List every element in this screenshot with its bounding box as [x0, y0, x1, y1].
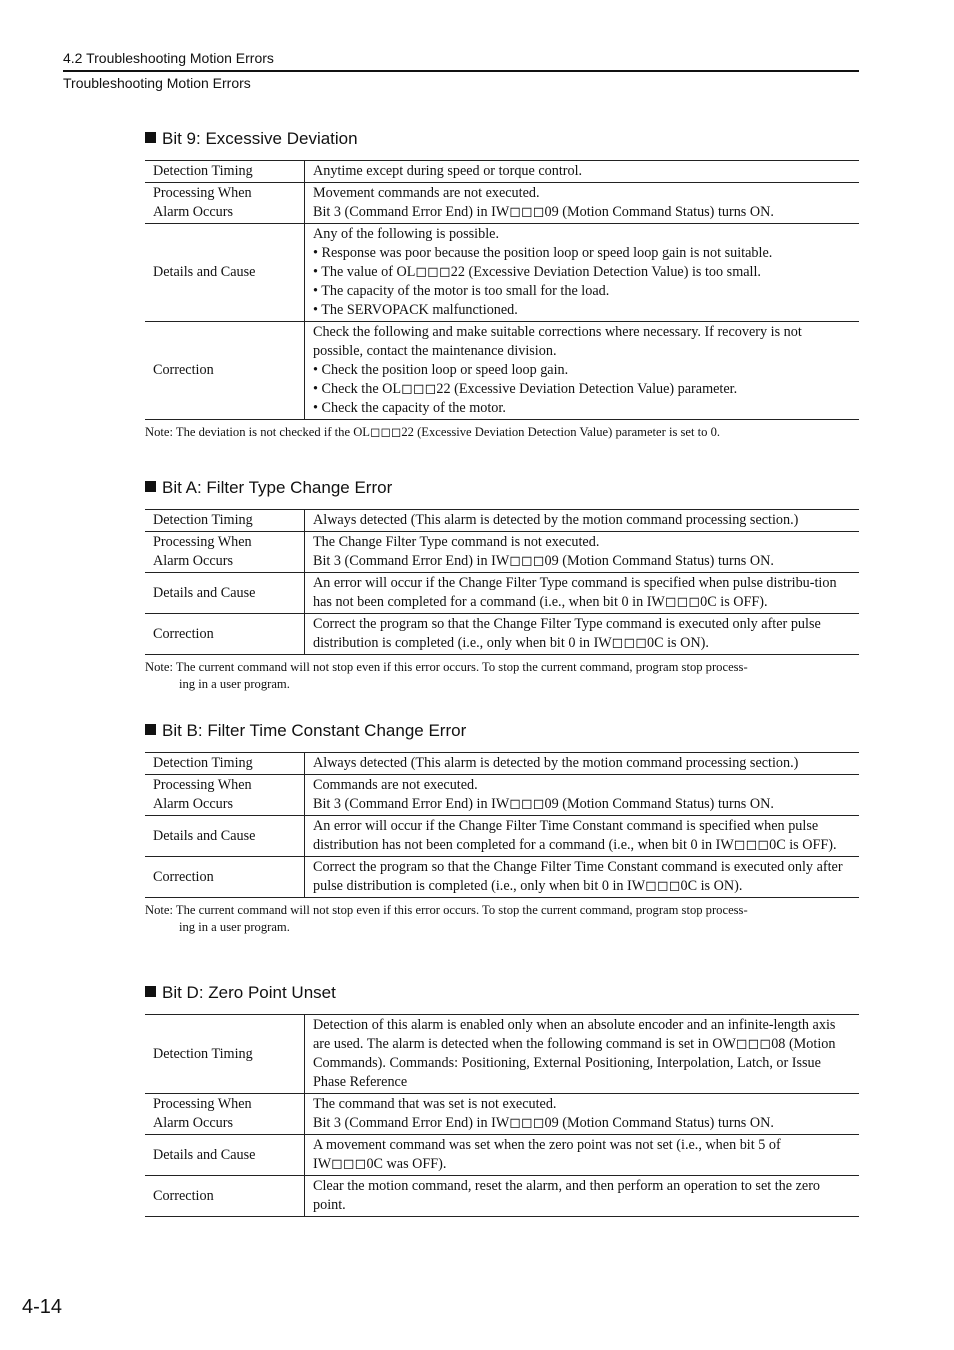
- table-row: [145, 1135, 859, 1176]
- row-label: [145, 816, 305, 857]
- row-content-line: • Check the capacity of the motor.: [313, 400, 506, 416]
- row-content: [305, 532, 860, 573]
- section-note: Note: The current command will not stop even if this error occurs. To stop the current command, program stop process- ing in a user program.: [145, 660, 748, 691]
- table-row: [145, 1176, 859, 1217]
- row-content-line: • The capacity of the motor is too small for the load.: [313, 283, 610, 299]
- table-row: [145, 614, 859, 655]
- running-header-section: 4.2 Troubleshooting Motion Errors: [63, 50, 274, 66]
- row-content-line: A movement command was set when the zero point was not set (i.e., when bit 5 of IW◻◻◻0C was OFF).: [313, 1137, 781, 1172]
- row-content-line: Correct the program so that the Change Filter Time Constant command is executed only after pulse distribution is completed (i.e., only when bit 0 in IW◻◻◻0C is ON).: [313, 859, 843, 894]
- row-label-line: Details and Cause: [153, 264, 256, 280]
- row-label-line: Alarm Occurs: [153, 553, 233, 569]
- row-content-line: The command that was set is not executed.: [313, 1096, 557, 1112]
- row-content-line: Movement commands are not executed.: [313, 185, 540, 201]
- alarm-section: [145, 128, 859, 441]
- row-content-line: Detection of this alarm is enabled only when an absolute encoder and an infinite-length axis are used. The alarm is detected when the following command is set in OW◻◻◻08 (Motion Commands). Commands: Positioning, External Positioning, Interpolation, Latch, or Issue Phase Reference: [313, 1017, 836, 1090]
- row-content-line: • The value of OL◻◻◻22 (Excessive Deviation Detection Value) is too small.: [313, 264, 761, 280]
- row-content-line: • The SERVOPACK malfunctioned.: [313, 302, 518, 318]
- row-content-line: • Check the position loop or speed loop gain.: [313, 362, 569, 378]
- alarm-info-table: [145, 1014, 859, 1217]
- row-label: [145, 161, 305, 183]
- row-label: [145, 1135, 305, 1176]
- row-label: [145, 510, 305, 532]
- row-label-line: Detection Timing: [153, 1045, 253, 1062]
- alarm-info-table: [145, 160, 859, 420]
- table-row: [145, 510, 859, 532]
- square-bullet-icon: [145, 724, 156, 735]
- row-content: [305, 510, 860, 532]
- section-title-text: Bit 9: Excessive Deviation: [162, 129, 358, 148]
- alarm-section: [145, 720, 859, 936]
- row-content-line: • Check the OL◻◻◻22 (Excessive Deviation Detection Value) parameter.: [313, 381, 738, 397]
- row-content-line: Any of the following is possible.: [313, 226, 500, 242]
- row-label: [145, 224, 305, 322]
- row-label-line: Details and Cause: [153, 827, 256, 844]
- row-content-line: Check the following and make suitable corrections where necessary. If recovery is not possible, contact the maintenance division.: [313, 324, 802, 359]
- table-row: [145, 224, 859, 322]
- row-content-line: Bit 3 (Command Error End) in IW◻◻◻09 (Motion Command Status) turns ON.: [313, 796, 774, 812]
- row-content: [305, 224, 860, 322]
- row-content: [305, 614, 860, 655]
- section-title: [145, 477, 859, 499]
- table-row: [145, 183, 859, 224]
- square-bullet-icon: [145, 986, 156, 997]
- row-label: [145, 573, 305, 614]
- section-note: Note: The current command will not stop even if this error occurs. To stop the current command, program stop process- ing in a user program.: [145, 903, 748, 934]
- row-label: [145, 532, 305, 573]
- row-content-line: Commands are not executed.: [313, 777, 478, 793]
- page-number: 4-14: [22, 1296, 63, 1318]
- row-content: [305, 1176, 860, 1217]
- row-content: [305, 1094, 860, 1135]
- table-row: [145, 1015, 859, 1094]
- alarm-info-table: [145, 752, 859, 898]
- row-content: [305, 1015, 860, 1094]
- table-row: [145, 753, 859, 775]
- row-label: [145, 775, 305, 816]
- row-content: [305, 816, 860, 857]
- row-content: [305, 775, 860, 816]
- running-header-subtitle: Troubleshooting Motion Errors: [63, 75, 251, 91]
- row-content-line: • Response was poor because the position loop or speed loop gain is not suitable.: [313, 245, 773, 261]
- alarm-section: [145, 477, 859, 693]
- table-row: [145, 816, 859, 857]
- section-title-text: Bit D: Zero Point Unset: [162, 983, 336, 1002]
- table-row: [145, 1094, 859, 1135]
- row-content: [305, 183, 860, 224]
- row-label-line: Alarm Occurs: [153, 796, 233, 812]
- row-content: [305, 573, 860, 614]
- row-label-line: Processing When: [153, 1096, 252, 1112]
- row-content-line: Always detected (This alarm is detected by the motion command processing section.): [313, 512, 799, 528]
- row-content: [305, 322, 860, 420]
- row-label-line: Correction: [153, 362, 214, 378]
- alarm-section: [145, 982, 859, 1217]
- row-content-line: Bit 3 (Command Error End) in IW◻◻◻09 (Motion Command Status) turns ON.: [313, 1115, 774, 1131]
- row-label-line: Processing When: [153, 185, 252, 201]
- row-label: [145, 1176, 305, 1217]
- section-title: [145, 982, 859, 1004]
- row-label-line: Processing When: [153, 777, 252, 793]
- row-label: [145, 614, 305, 655]
- header-rule: [63, 70, 859, 72]
- table-row: [145, 161, 859, 183]
- section-title-text: Bit B: Filter Time Constant Change Error: [162, 721, 467, 740]
- row-label: [145, 1094, 305, 1135]
- row-content-line: Bit 3 (Command Error End) in IW◻◻◻09 (Motion Command Status) turns ON.: [313, 204, 774, 220]
- table-row: [145, 857, 859, 898]
- row-label: [145, 857, 305, 898]
- row-label-line: Detection Timing: [153, 755, 253, 771]
- square-bullet-icon: [145, 132, 156, 143]
- row-content: [305, 753, 860, 775]
- row-content-line: An error will occur if the Change Filter Time Constant command is specified when pulse distribution has not been completed for a command (i.e., when bit 0 in IW◻◻◻0C is OFF).: [313, 818, 837, 853]
- section-title-text: Bit A: Filter Type Change Error: [162, 478, 393, 497]
- row-label-line: Correction: [153, 868, 214, 885]
- row-content: [305, 857, 860, 898]
- alarm-info-table: [145, 509, 859, 655]
- section-note: Note: The deviation is not checked if the OL◻◻◻22 (Excessive Deviation Detection Value) parameter is set to 0.: [145, 425, 721, 439]
- row-content-line: Correct the program so that the Change Filter Type command is executed only after pulse distribution is completed (i.e., only when bit 0 in IW◻◻◻0C is ON).: [313, 616, 821, 651]
- row-label: [145, 183, 305, 224]
- row-label-line: Processing When: [153, 534, 252, 550]
- row-label-line: Details and Cause: [153, 1146, 256, 1163]
- row-content-line: Always detected (This alarm is detected by the motion command processing section.): [313, 755, 799, 771]
- row-label: [145, 322, 305, 420]
- section-title: [145, 720, 859, 742]
- row-label-line: Alarm Occurs: [153, 1115, 233, 1131]
- row-label: [145, 1015, 305, 1094]
- row-content-line: Anytime except during speed or torque control.: [313, 163, 583, 179]
- row-content-line: The Change Filter Type command is not executed.: [313, 534, 600, 550]
- row-label-line: Details and Cause: [153, 584, 256, 601]
- row-label-line: Correction: [153, 625, 214, 642]
- row-label-line: Alarm Occurs: [153, 204, 233, 220]
- row-content-line: Clear the motion command, reset the alarm, and then perform an operation to set the zero point.: [313, 1178, 821, 1213]
- section-title: [145, 128, 859, 150]
- table-row: [145, 775, 859, 816]
- row-content: [305, 161, 860, 183]
- table-row: [145, 532, 859, 573]
- row-label-line: Detection Timing: [153, 163, 253, 179]
- row-label: [145, 753, 305, 775]
- table-row: [145, 573, 859, 614]
- row-label-line: Detection Timing: [153, 512, 253, 528]
- row-label-line: Correction: [153, 1187, 214, 1204]
- row-content-line: Bit 3 (Command Error End) in IW◻◻◻09 (Motion Command Status) turns ON.: [313, 553, 774, 569]
- square-bullet-icon: [145, 481, 156, 492]
- row-content-line: An error will occur if the Change Filter Type command is specified when pulse distribu-tion has not been completed for a command (i.e., when bit 0 in IW◻◻◻0C is OFF).: [313, 575, 837, 610]
- table-row: [145, 322, 859, 420]
- row-content: [305, 1135, 860, 1176]
